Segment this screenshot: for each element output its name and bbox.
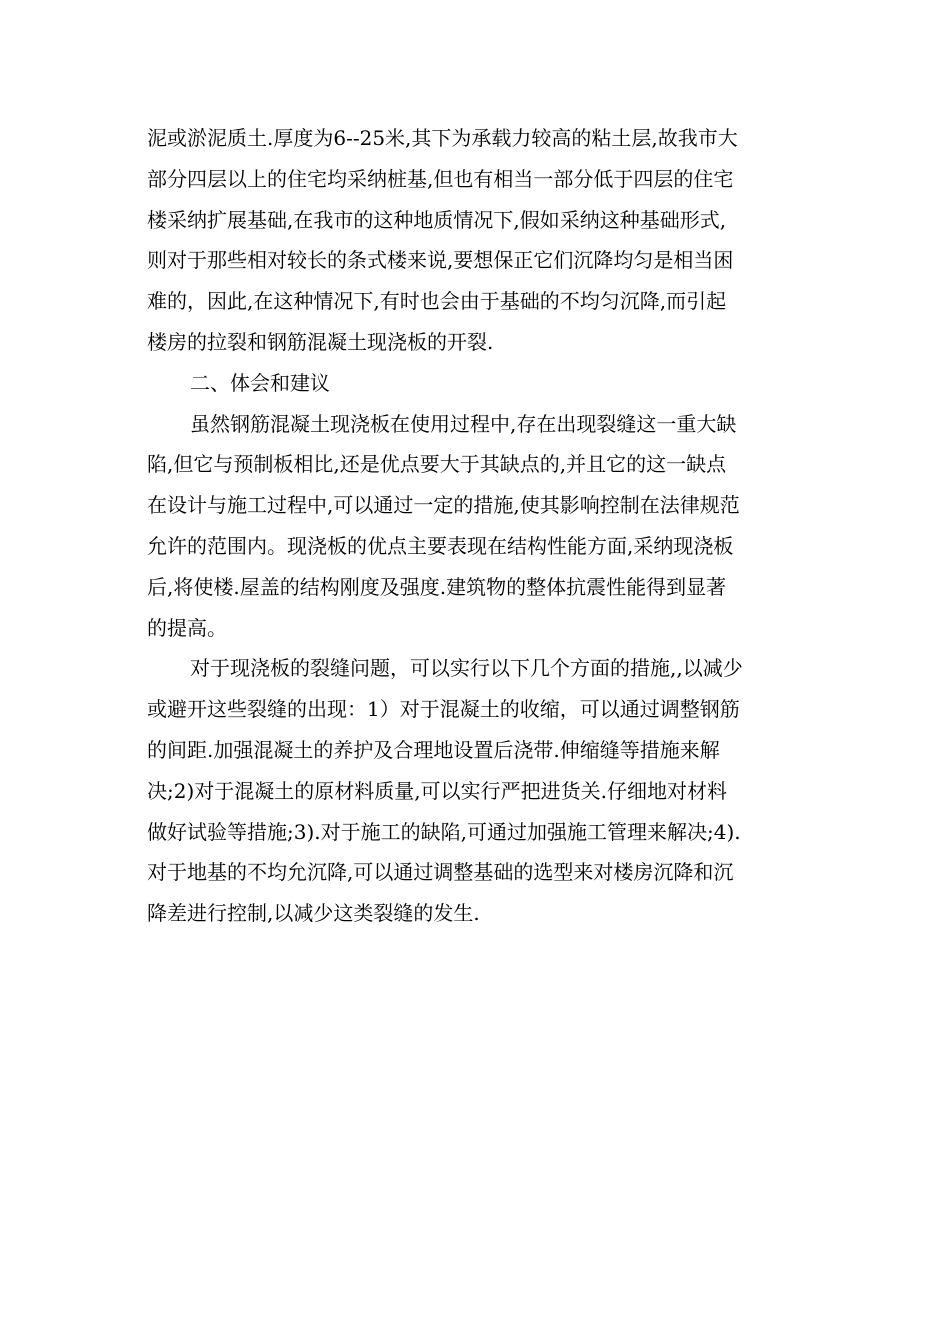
- text-line: 对于现浇板的裂缝问题，可以实行以下几个方面的措施,,以减少: [190, 656, 743, 681]
- text-line: 允许的范围内。现浇板的优点主要表现在结构性能方面,采纳现浇板: [147, 533, 734, 558]
- document-body: [147, 118, 807, 934]
- text-line: 的间距.加强混凝土的养护及合理地设置后浇带.伸缩缝等措施来解: [147, 737, 720, 762]
- paragraph-foundation-settlement: [147, 118, 807, 363]
- text-line: 的提高。: [147, 615, 227, 640]
- text-line: 后,将使楼.屋盖的结构刚度及强度.建筑物的整体抗震性能得到显著: [147, 574, 727, 599]
- text-line: 难的，因此,在这种情况下,有时也会由于基础的不均匀沉降,而引起: [147, 289, 727, 314]
- text-line: 泥或淤泥质土.厚度为6--25米,其下为承载力较高的粘土层,故我市大: [147, 126, 738, 150]
- text-line: 虽然钢筋混凝土现浇板在使用过程中,存在出现裂缝这一重大缺: [190, 411, 737, 436]
- text-line: 降差进行控制,以减少这类裂缝的发生.: [147, 901, 480, 926]
- text-line: 做好试验等措施;3).对于施工的缺陷,可通过加强施工管理来解决;4).: [147, 819, 741, 844]
- text-line: 楼房的拉裂和钢筋混凝土现浇板的开裂.: [147, 329, 494, 354]
- text-line: 决;2)对于混凝土的原材料质量,可以实行严把进货关.仔细地对材料: [147, 778, 727, 803]
- section-heading: [147, 363, 807, 404]
- text-line: 陷,但它与预制板相比,还是优点要大于其缺点的,并且它的这一缺点: [147, 452, 727, 477]
- section-heading-text: 二、体会和建议: [190, 370, 330, 395]
- text-line: 部分四层以上的住宅均采纳桩基,但也有相当一部分低于四层的住宅: [147, 166, 734, 191]
- paragraph-measures: [147, 648, 807, 934]
- text-line: 楼采纳扩展基础,在我市的这种地质情况下,假如采纳这种基础形式,: [147, 207, 727, 232]
- text-line: 对于地基的不均允沉降,可以通过调整基础的选型来对楼房沉降和沉: [147, 860, 734, 885]
- text-line: 则对于那些相对较长的条式楼来说,要想保正它们沉降均匀是相当困: [147, 248, 734, 273]
- paragraph-advantages: [147, 404, 807, 649]
- text-line: 在设计与施工过程中,可以通过一定的措施,使其影响控制在法律规范: [147, 493, 740, 518]
- text-line: 或避开这些裂缝的出现：1）对于混凝土的收缩，可以通过调整钢筋: [147, 697, 740, 722]
